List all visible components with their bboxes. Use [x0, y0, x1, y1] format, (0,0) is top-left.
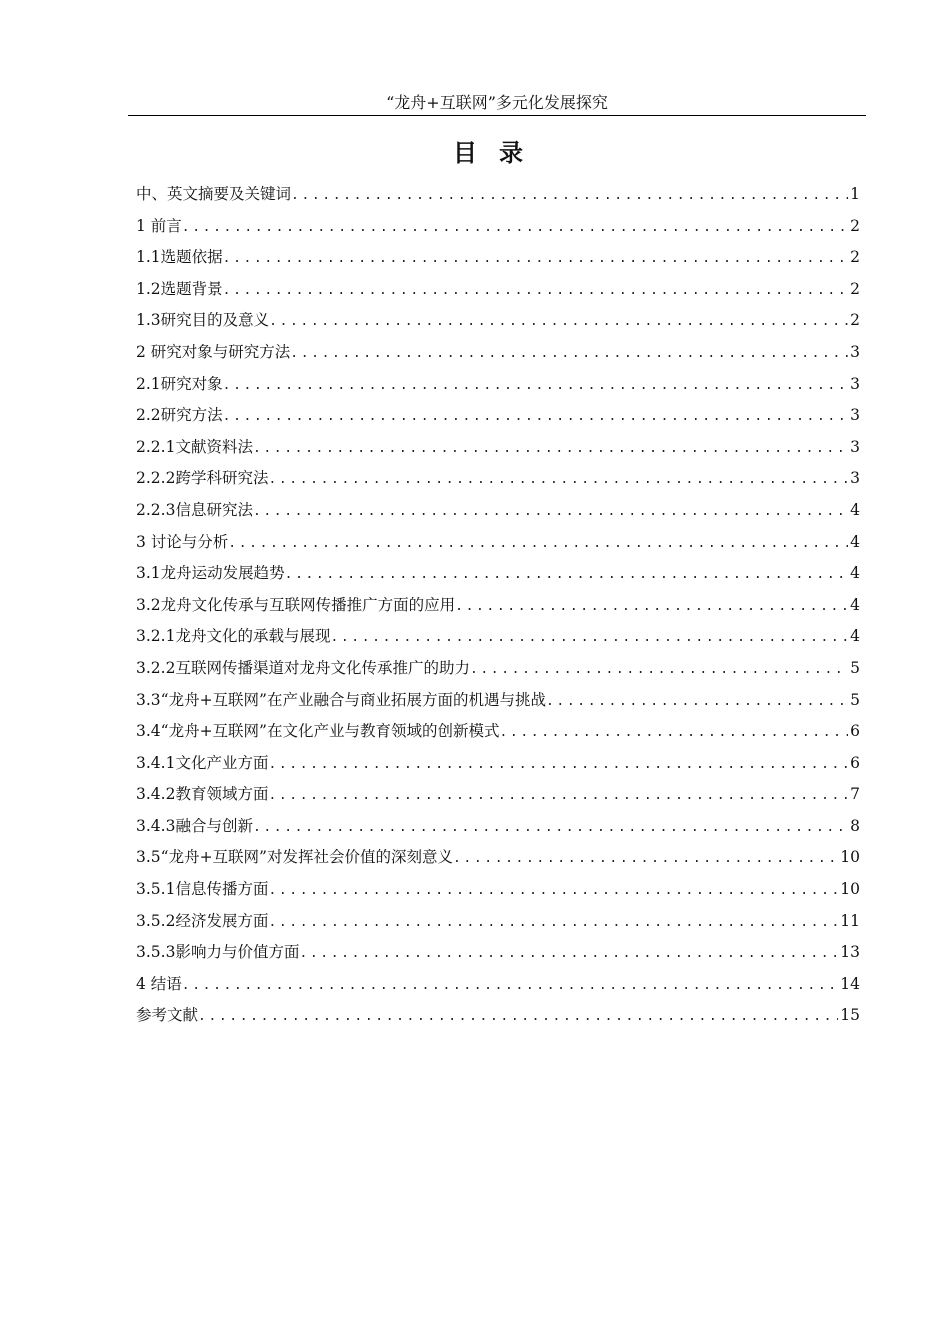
toc-entry-page-number: 5 [850, 690, 860, 709]
toc-entry-page-number: 4 [850, 564, 860, 583]
toc-dot-leader [299, 938, 838, 970]
toc-entry-page-number: 3 [850, 437, 860, 456]
toc-entry-page-number: 3 [850, 469, 860, 488]
toc-entry[interactable] [136, 842, 860, 874]
header-rule [128, 115, 866, 116]
toc-entry[interactable] [136, 748, 860, 780]
toc-entry-label: 3.5.2经济发展方面 [136, 911, 269, 930]
toc-entry-label: 3.2.2互联网传播渠道对龙舟文化传承推广的助力 [136, 658, 470, 677]
toc-entry[interactable] [136, 685, 860, 717]
toc-entry-label: 3.2龙舟文化传承与互联网传播推广方面的应用 [136, 595, 456, 614]
toc-entry-label: 3.3“龙舟+互联网”在产业融合与商业拓展方面的机遇与挑战 [136, 690, 546, 709]
toc-entry-page-number: 2 [850, 279, 860, 298]
toc-dot-leader [290, 338, 848, 370]
toc-entry[interactable] [136, 527, 860, 559]
toc-entry-label: 参考文献 [136, 1006, 199, 1025]
toc-dot-leader [268, 749, 848, 781]
toc-entry[interactable] [136, 495, 860, 527]
toc-entry[interactable] [136, 369, 860, 401]
toc-dot-leader [455, 591, 848, 623]
toc-entry-label: 2.2.1文献资料法 [136, 437, 253, 456]
toc-entry[interactable] [136, 242, 860, 274]
toc-entry[interactable] [136, 432, 860, 464]
toc-entry-label: 中、英文摘要及关键词 [136, 185, 292, 203]
toc-dot-leader [546, 686, 848, 718]
toc-dot-leader [268, 875, 838, 907]
toc-dot-leader [470, 654, 848, 686]
toc-entry[interactable] [136, 937, 860, 969]
toc-entry-label: 2 研究对象与研究方法 [136, 342, 291, 361]
toc-title: 目录 [453, 139, 545, 167]
toc-entry-page-number: 4 [850, 595, 860, 614]
toc-entry-page-number: 2 [850, 216, 860, 235]
toc-entry[interactable] [136, 590, 860, 622]
toc-list [136, 179, 860, 1032]
toc-dot-leader [253, 496, 848, 528]
toc-entry-label: 4 结语 [136, 974, 182, 993]
toc-entry-label: 2.2.2跨学科研究法 [136, 469, 269, 488]
toc-entry-label: 2.2.3信息研究法 [136, 500, 253, 519]
toc-dot-leader [253, 812, 848, 844]
toc-entry[interactable] [136, 906, 860, 938]
toc-dot-leader [268, 907, 838, 939]
toc-entry-page-number: 10 [840, 848, 860, 867]
toc-dot-leader [228, 528, 848, 560]
toc-entry-label: 3.5.3影响力与价值方面 [136, 943, 300, 962]
toc-entry-label: 2.1研究对象 [136, 374, 223, 393]
toc-entry[interactable] [136, 305, 860, 337]
toc-entry-page-number: 2 [850, 248, 860, 267]
toc-entry-label: 3.4.2教育领域方面 [136, 785, 269, 804]
toc-entry-page-number: 13 [840, 943, 860, 962]
toc-entry-label: 3 讨论与分析 [136, 532, 229, 551]
toc-entry-page-number: 3 [850, 374, 860, 393]
toc-entry-page-number: 5 [850, 658, 860, 677]
toc-entry[interactable] [136, 337, 860, 369]
toc-entry-page-number: 4 [850, 500, 860, 519]
toc-entry-label: 3.1龙舟运动发展趋势 [136, 564, 285, 583]
toc-entry-label: 3.2.1龙舟文化的承载与展现 [136, 627, 331, 646]
toc-entry-label: 1.1选题依据 [136, 248, 223, 267]
toc-dot-leader [182, 970, 838, 1002]
toc-entry[interactable] [136, 811, 860, 843]
toc-entry-page-number: 2 [850, 311, 860, 330]
toc-dot-leader [253, 433, 848, 465]
toc-entry[interactable] [136, 558, 860, 590]
toc-entry[interactable] [136, 621, 860, 653]
toc-entry-label: 1.2选题背景 [136, 279, 223, 298]
toc-entry-page-number: 15 [840, 1006, 860, 1025]
toc-entry-page-number: 14 [840, 974, 860, 993]
toc-dot-leader [269, 306, 848, 338]
toc-dot-leader [223, 275, 848, 307]
toc-entry[interactable] [136, 1000, 860, 1032]
toc-dot-leader [268, 780, 848, 812]
toc-entry[interactable] [136, 211, 860, 243]
toc-dot-leader [268, 464, 848, 496]
toc-entry[interactable] [136, 400, 860, 432]
toc-entry-label: 3.4“龙舟+互联网”在文化产业与教育领域的创新模式 [136, 722, 500, 741]
toc-entry-page-number: 7 [850, 785, 860, 804]
toc-dot-leader [198, 1001, 838, 1033]
toc-entry-page-number: 3 [850, 406, 860, 425]
toc-entry-page-number: 8 [850, 816, 860, 835]
toc-dot-leader [223, 370, 848, 402]
toc-entry-page-number: 10 [840, 880, 860, 899]
toc-entry[interactable] [136, 653, 860, 685]
toc-entry[interactable] [136, 779, 860, 811]
toc-entry-label: 3.4.3融合与创新 [136, 816, 253, 835]
toc-entry-label: 1.3研究目的及意义 [136, 311, 270, 330]
toc-entry[interactable] [136, 274, 860, 306]
toc-dot-leader [182, 212, 848, 244]
toc-dot-leader [223, 243, 848, 275]
toc-entry-label: 1 前言 [136, 216, 182, 235]
toc-entry-page-number: 11 [840, 911, 860, 930]
toc-entry-page-number: 4 [850, 532, 860, 551]
toc-entry[interactable] [136, 716, 860, 748]
toc-entry-label: 3.5.1信息传播方面 [136, 880, 269, 899]
toc-entry[interactable] [136, 874, 860, 906]
toc-entry[interactable] [136, 179, 860, 211]
toc-entry[interactable] [136, 463, 860, 495]
toc-entry-page-number: 4 [850, 627, 860, 646]
toc-dot-leader [223, 401, 848, 433]
toc-dot-leader [291, 180, 848, 212]
toc-entry-page-number: 1 [850, 185, 860, 203]
toc-entry-label: 3.5“龙舟+互联网”对发挥社会价值的深刻意义 [136, 848, 453, 867]
toc-entry[interactable] [136, 969, 860, 1001]
toc-entry-label: 2.2研究方法 [136, 406, 223, 425]
toc-dot-leader [453, 843, 838, 875]
toc-dot-leader [500, 717, 849, 749]
toc-dot-leader [285, 559, 848, 591]
toc-dot-leader [330, 622, 848, 654]
toc-entry-page-number: 6 [850, 722, 860, 741]
toc-entry-label: 3.4.1文化产业方面 [136, 753, 269, 772]
toc-entry-page-number: 6 [850, 753, 860, 772]
running-header: “龙舟+互联网”多元化发展探究 [386, 93, 608, 112]
toc-entry-page-number: 3 [850, 342, 860, 361]
